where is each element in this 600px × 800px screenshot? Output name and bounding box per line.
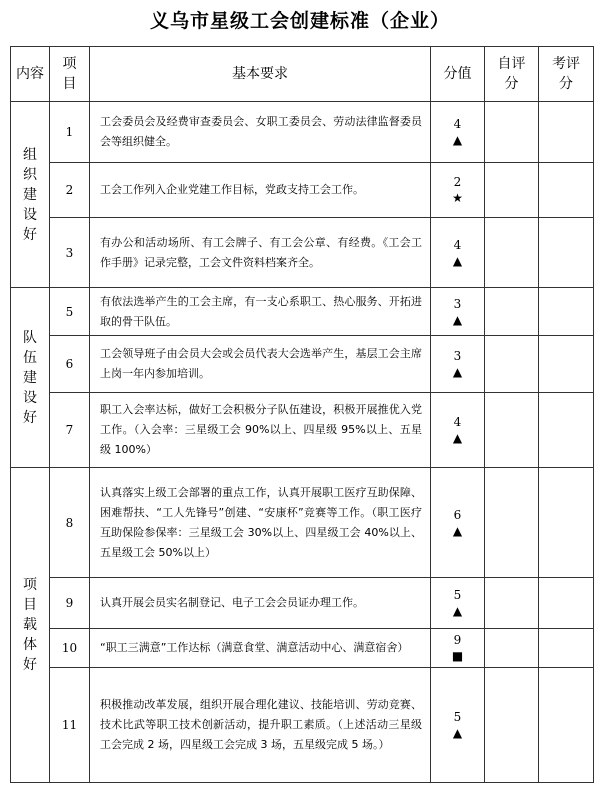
header-requirement: 基本要求	[90, 47, 431, 102]
exam-score-cell[interactable]	[539, 668, 594, 783]
table-row	[11, 102, 594, 163]
requirement-text: 工会领导班子由会员大会或会员代表大会选举产生，基层工会主席上岗一年内参加培训。	[90, 336, 431, 393]
score-cell: 3 ▲	[431, 288, 485, 336]
square-icon: ■	[451, 649, 464, 663]
standards-table	[10, 46, 594, 783]
self-score-cell[interactable]	[485, 468, 539, 578]
triangle-icon: ▲	[452, 604, 463, 618]
triangle-icon: ▲	[452, 523, 463, 538]
star-icon: ★	[452, 191, 463, 205]
score-cell: 2 ★	[431, 163, 485, 218]
triangle-icon: ▲	[452, 365, 463, 379]
triangle-icon: ▲	[452, 726, 463, 740]
self-score-cell[interactable]	[485, 163, 539, 218]
table-row	[11, 468, 594, 578]
exam-score-cell[interactable]	[539, 288, 594, 336]
requirement-text: “职工三满意”工作达标（满意食堂、满意活动中心、满意宿舍）	[90, 629, 431, 668]
item-number: 1	[50, 102, 90, 163]
requirement-text: 认真落实上级工会部署的重点工作，认真开展职工医疗互助保障、困难帮扶、“工人先锋号”创建、“安康杯”竞赛等工作。（职工医疗互助保险参保率：三星级工会 30%以上、四星级工会 40%以上、五星级工会 50%以上）	[90, 468, 431, 578]
item-number: 8	[50, 468, 90, 578]
triangle-icon: ▲	[452, 312, 463, 327]
item-number: 7	[50, 393, 90, 468]
self-score-cell[interactable]	[485, 578, 539, 629]
table-row	[11, 288, 594, 336]
header-item: 项目	[50, 47, 90, 102]
self-score-cell[interactable]	[485, 393, 539, 468]
exam-score-cell[interactable]	[539, 336, 594, 393]
header-self: 自评分	[485, 47, 539, 102]
header-score: 分值	[431, 47, 485, 102]
item-number: 9	[50, 578, 90, 629]
triangle-icon: ▲	[452, 431, 463, 445]
item-number: 5	[50, 288, 90, 336]
triangle-icon: ▲	[452, 133, 463, 147]
triangle-icon: ▲	[452, 253, 463, 268]
requirement-text: 工会委员会及经费审查委员会、女职工委员会、劳动法律监督委员会等组织健全。	[90, 102, 431, 163]
table-row	[11, 393, 594, 468]
category-cell: 项目载体好	[11, 468, 50, 783]
self-score-cell[interactable]	[485, 218, 539, 288]
requirement-text: 工会工作列入企业党建工作目标，党政支持工会工作。	[90, 163, 431, 218]
score-cell: 6 ▲	[431, 468, 485, 578]
item-number: 3	[50, 218, 90, 288]
header-content: 内容	[11, 47, 50, 102]
table-row	[11, 668, 594, 783]
score-cell: 4 ▲	[431, 393, 485, 468]
self-score-cell[interactable]	[485, 668, 539, 783]
exam-score-cell[interactable]	[539, 468, 594, 578]
item-number: 6	[50, 336, 90, 393]
self-score-cell[interactable]	[485, 336, 539, 393]
exam-score-cell[interactable]	[539, 393, 594, 468]
score-cell: 5 ▲	[431, 578, 485, 629]
table-row	[11, 336, 594, 393]
requirement-text: 职工入会率达标，做好工会积极分子队伍建设，积极开展推优入党工作。（入会率：三星级工会 90%以上、四星级 95%以上、五星级 100%）	[90, 393, 431, 468]
table-row	[11, 578, 594, 629]
requirement-text: 有办公和活动场所、有工会牌子、有工会公章、有经费。《工会工作手册》记录完整，工会文件资料档案齐全。	[90, 218, 431, 288]
requirement-text: 认真开展会员实名制登记、电子工会会员证办理工作。	[90, 578, 431, 629]
category-cell: 组织建设好	[11, 102, 50, 288]
score-cell: 5 ▲	[431, 668, 485, 783]
exam-score-cell[interactable]	[539, 218, 594, 288]
category-cell: 队伍建设好	[11, 288, 50, 468]
exam-score-cell[interactable]	[539, 102, 594, 163]
self-score-cell[interactable]	[485, 288, 539, 336]
item-number: 10	[50, 629, 90, 668]
header-exam: 考评分	[539, 47, 594, 102]
score-cell: 4 ▲	[431, 218, 485, 288]
table-row	[11, 163, 594, 218]
score-cell: 4 ▲	[431, 102, 485, 163]
item-number: 2	[50, 163, 90, 218]
self-score-cell[interactable]	[485, 629, 539, 668]
score-cell: 3 ▲	[431, 336, 485, 393]
requirement-text: 有依法选举产生的工会主席，有一支心系职工、热心服务、开拓进取的骨干队伍。	[90, 288, 431, 336]
score-cell: 9 ■	[431, 629, 485, 668]
page-title: 义乌市星级工会创建标准（企业）	[149, 10, 450, 32]
table-row	[11, 218, 594, 288]
exam-score-cell[interactable]	[539, 629, 594, 668]
item-number: 11	[50, 668, 90, 783]
table-row	[11, 629, 594, 668]
requirement-text: 积极推动改革发展，组织开展合理化建议、技能培训、劳动竞赛、技术比武等职工技术创新活动，提升职工素质。（上述活动三星级工会完成 2 场，四星级工会完成 3 场，五星级完成 5 场。）	[90, 668, 431, 783]
header-row	[11, 47, 594, 102]
exam-score-cell[interactable]	[539, 163, 594, 218]
exam-score-cell[interactable]	[539, 578, 594, 629]
self-score-cell[interactable]	[485, 102, 539, 163]
